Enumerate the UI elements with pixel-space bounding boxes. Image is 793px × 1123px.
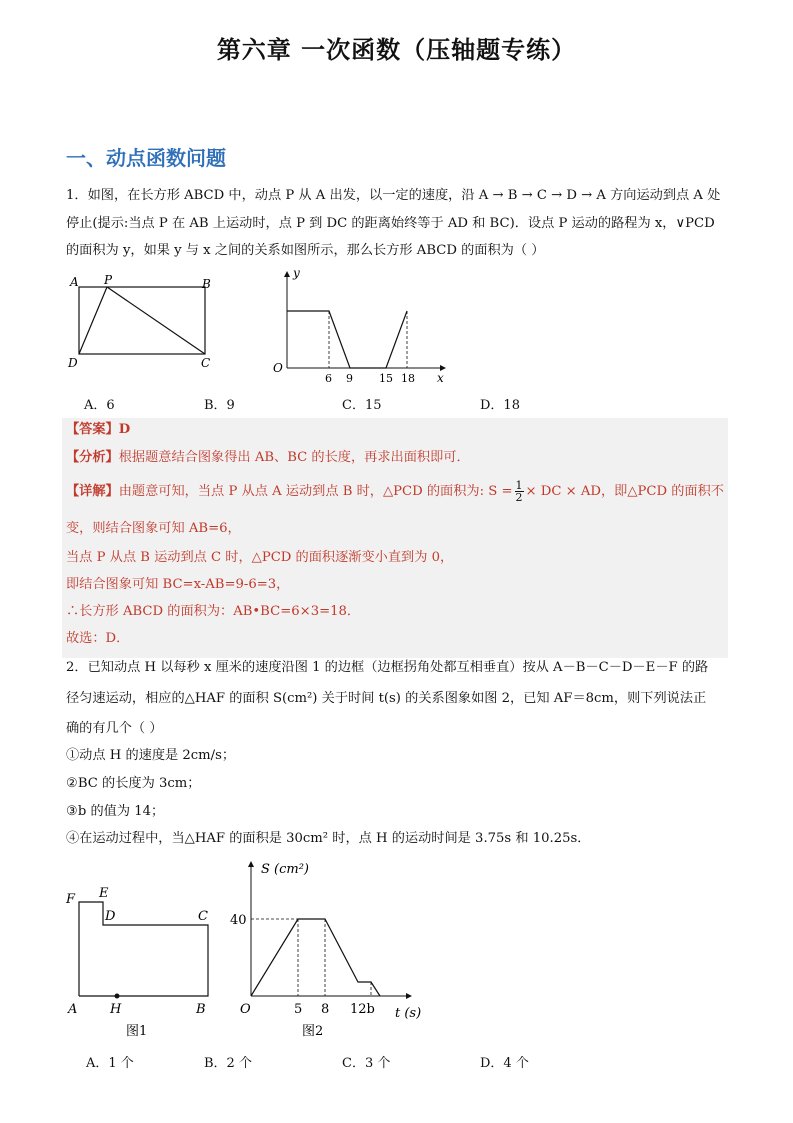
- point-h: [115, 994, 120, 999]
- analysis-text: 根据题意结合图象得出 AB、BC 的长度，再求出面积即可．: [118, 450, 470, 465]
- q1-rectangle-figure: [62, 270, 222, 374]
- fig1-label-f: F: [66, 892, 76, 907]
- fig2-tick-8: 8: [321, 1002, 330, 1017]
- q1-line-1: 1．如图，在长方形 ABCD 中，动点 P 从 A 出发，以一定的速度，沿 A → B → C → D → A 方向运动到点 A 处: [66, 188, 721, 203]
- label-a: A: [70, 275, 79, 289]
- graph-label-y: y: [293, 266, 300, 280]
- fraction-numerator: 1: [515, 479, 523, 492]
- fig1-label-b: B: [196, 1002, 206, 1017]
- fraction-half: [515, 480, 524, 503]
- q2-statement-4: ④在运动过程中，当△HAF 的面积是 30cm² 时，点 H 的运动时间是 3.75s 和 10.25s．: [66, 831, 591, 846]
- fig2-caption: 图2: [302, 1024, 324, 1039]
- page-title: 第六章 一次函数（压轴题专练）: [216, 36, 577, 64]
- q1-answer: 【答案】D: [66, 422, 131, 437]
- detail-label: 【详解】: [66, 484, 119, 499]
- q1-option-c: C．15: [342, 398, 382, 413]
- q2-option-c: C．3 个: [342, 1056, 391, 1071]
- q1-option-b: B．9: [204, 398, 235, 413]
- analysis-label: 【分析】: [66, 450, 119, 465]
- fig1-label-c: C: [198, 909, 208, 924]
- q2-line-2: 径匀速运动，相应的△HAF 的面积 S(cm²) 关于时间 t(s) 的关系图象如图 2，已知 AF＝8cm，则下列说法正: [66, 691, 707, 706]
- y-axis-arrow: [284, 271, 290, 277]
- fig1-label-e: E: [99, 886, 109, 901]
- tick-9: 9: [346, 372, 353, 385]
- q1-detail-line-5: 故选：D．: [66, 631, 130, 646]
- q1-detail-line-4: ∴长方形 ABCD 的面积为：AB•BC=6×3=18．: [66, 604, 361, 619]
- q2-option-b: B．2 个: [204, 1056, 252, 1071]
- label-p: P: [104, 273, 113, 287]
- rectangle-abcd: [79, 287, 205, 354]
- q1-line-2: 停止(提示:当点 P 在 AB 上运动时，点 P 到 DC 的距离始终等于 AD 和 BC)．设点 P 运动的路程为 x，∨PCD: [66, 216, 715, 231]
- q2-figure-1: [62, 880, 222, 1045]
- q1-option-a: A．6: [84, 398, 115, 413]
- q2-option-d: D．4 个: [480, 1056, 529, 1071]
- fraction-denominator: 2: [515, 491, 523, 504]
- q1-detail-line-2: 当点 P 从点 B 运动到点 C 时，△PCD 的面积逐渐变小直到为 0，: [66, 550, 454, 565]
- q1-detail-line-3: 即结合图象可知 BC=x-AB=9-6=3，: [66, 577, 290, 592]
- fig1-label-d: D: [105, 909, 116, 924]
- tick-15: 15: [379, 372, 393, 385]
- segment-pd: [79, 287, 107, 354]
- segment-pc: [107, 287, 205, 354]
- label-d: D: [68, 356, 78, 370]
- q2-statement-1: ①动点 H 的速度是 2cm/s；: [66, 748, 236, 763]
- q2-figure-2: [228, 855, 433, 1045]
- detail-text-a: 由题意可知，当点 P 从点 A 运动到点 B 时，△PCD 的面积为: S =: [118, 484, 513, 499]
- fig1-label-a: A: [68, 1002, 78, 1017]
- figure-1-frame: [79, 902, 208, 996]
- fig2-tick-12b: 12b: [350, 1002, 375, 1017]
- q2-line-3: 确的有几个（ ）: [66, 721, 163, 736]
- q1-detail-line-1: 变，则结合图象可知 AB=6，: [66, 521, 241, 536]
- fig2-label-o: O: [240, 1002, 251, 1017]
- q2-statement-2: ②BC 的长度为 3cm；: [66, 776, 201, 791]
- fig2-area-line: [251, 919, 380, 996]
- q2-option-a: A．1 个: [86, 1056, 134, 1071]
- q1-line-3: 的面积为 y，如果 y 与 x 之间的关系如图所示，那么长方形 ABCD 的面积为（ ）: [66, 243, 545, 258]
- q1-analysis: [66, 448, 470, 468]
- q2-statement-3: ③b 的值为 14；: [66, 804, 165, 819]
- detail-text-b: × DC × AD，即△PCD 的面积不: [525, 484, 724, 499]
- q2-line-1: 2．已知动点 H 以每秒 x 厘米的速度沿图 1 的边框（边框拐角处都互相垂直）按从 A－B－C－D－E－F 的路: [66, 660, 709, 675]
- fig1-caption: 图1: [126, 1024, 148, 1039]
- tick-6: 6: [325, 372, 332, 385]
- tick-18: 18: [401, 372, 415, 385]
- fig2-label-t: t (s): [395, 1006, 422, 1021]
- fig2-y-axis-arrow: [248, 861, 254, 867]
- fig2-x-axis-arrow: [406, 993, 412, 999]
- fig2-label-s: S (cm²): [261, 862, 310, 877]
- graph-label-o: O: [273, 361, 283, 375]
- label-b: B: [202, 277, 211, 291]
- q1-detail-first: [66, 480, 724, 503]
- label-c: C: [201, 356, 211, 370]
- fig1-label-h: H: [110, 1002, 122, 1017]
- q1-function-graph: [265, 263, 455, 388]
- fig2-tick-5: 5: [294, 1002, 303, 1017]
- section-heading: 一、动点函数问题: [66, 146, 226, 170]
- function-line: [287, 311, 407, 368]
- graph-label-x: x: [437, 371, 444, 385]
- q1-option-d: D．18: [480, 398, 520, 413]
- fig2-tick-40: 40: [230, 913, 247, 928]
